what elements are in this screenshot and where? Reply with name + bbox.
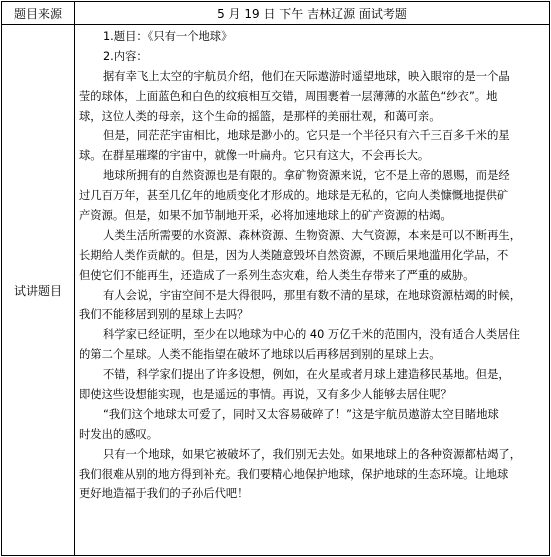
text-line: 地球所拥有的自然资源也是有限的。拿矿物资源来说，它不是上帝的恩赐，而是经 — [103, 169, 510, 183]
text-line: 不错，科学家们提出了许多设想，例如，在火星或者月球上建造移民基地。但是， — [103, 368, 510, 382]
exam-table — [1, 1, 550, 556]
text-line: 更好地造福于我们的子孙后代吧！ — [79, 487, 249, 501]
text-line: 但使它们不能再生，还造成了一系列生态灾难，给人类生存带来了严重的威胁。 — [79, 268, 475, 282]
text-line: 有人会说，宇宙空间不是大得很吗，那里有数不清的星球，在地球资源枯竭的时候， — [103, 288, 521, 302]
text-line: 人类生活所需要的水资源、森林资源、生物资源、大气资源，本来是可以不断再生， — [103, 228, 521, 242]
paragraph — [79, 67, 545, 127]
paragraph — [79, 286, 545, 326]
text-line: 产资源。但是，如果不加节制地开采，必将加速地球上的矿产资源的枯竭。 — [79, 209, 452, 223]
content-row — [2, 25, 550, 556]
text-line: “我们这个地球太可爱了，同时又太容易破碎了！”这是宇航员遨游太空目睹地球 — [103, 407, 499, 421]
text-line: 但是，同茫茫宇宙相比，地球是渺小的。它只是一个半径只有六千三百多千米的星 — [103, 129, 510, 143]
text-line: 球。在群星璀璨的宇宙中，就像一叶扁舟。它只有这大，不会再长大。 — [79, 149, 430, 163]
content-cell — [75, 25, 550, 556]
paragraph — [79, 445, 545, 505]
text-line: 长期给人类作贡献的。但是，因为人类随意毁坏自然资源，不顾后果地滥用化学品，不 — [79, 248, 509, 262]
paragraph — [79, 226, 545, 286]
text-line: 莹的球体，上面蓝色和白色的纹痕相互交错，周围裹着一层薄薄的水蓝色“纱衣”。地 — [79, 89, 498, 103]
text-line: 据有幸飞上太空的宇航员介绍，他们在天际遨游时遥望地球，映入眼帘的是一个晶 — [103, 69, 510, 83]
text-line: 时发出的感叹。 — [79, 427, 159, 441]
text-line: 我们很难从别的地方得到补充。我们要精心地保护地球，保护地球的生态环境。让地球 — [79, 467, 509, 481]
header-source-label: 题目来源 — [2, 2, 75, 25]
topic-line: 1.题目：《只有一个地球》 — [103, 30, 233, 43]
paragraph — [79, 126, 545, 166]
row-label: 试讲题目 — [2, 25, 75, 556]
text-line: 只有一个地球，如果它被破坏了，我们别无去处。如果地球上的各种资源都枯竭了， — [103, 447, 521, 461]
header-row — [2, 2, 550, 25]
content-label: 2.内容： — [103, 49, 148, 63]
text-line: 的第二个星球。人类不能指望在破坏了地球以后再移居到别的星球上去。 — [79, 348, 441, 362]
text-line: 球，这位人类的母亲，这个生命的摇篮，是那样的美丽壮观，和蔼可亲。 — [79, 109, 441, 123]
header-exam-info: 5 月 19 日 下午 吉林辽源 面试考题 — [75, 2, 550, 25]
text-line: 我们不能移居到别的星球上去吗？ — [79, 308, 249, 322]
paragraph — [79, 405, 545, 445]
text-line: 过几百万年，甚至几亿年的地质变化才形成的。地球是无私的，它向人类慷慨地提供矿 — [79, 189, 509, 203]
paragraph — [79, 166, 545, 226]
text-line: 即使这些设想能实现，也是遥远的事情。再说，又有多少人能够去居住呢？ — [79, 388, 452, 402]
text-line: 科学家已经证明，至少在以地球为中心的 40 万亿千米的范围内，没有适合人类居住 — [103, 328, 520, 342]
paragraph — [79, 325, 545, 365]
paragraph — [79, 365, 545, 405]
